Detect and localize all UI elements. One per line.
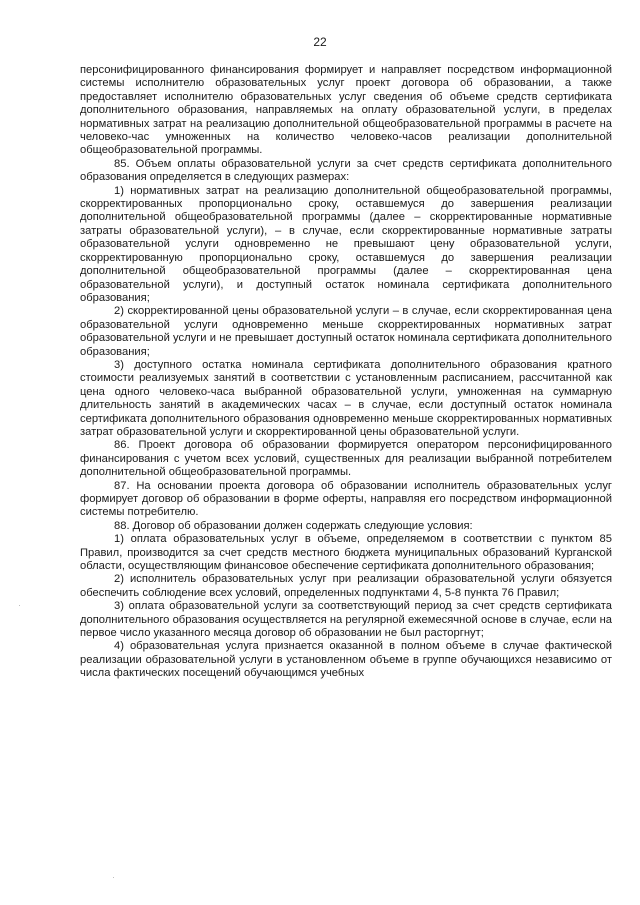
document-body — [80, 64, 612, 681]
paragraph-85: 85. Объем оплаты образовательной услуги за счет средств сертификата дополнительного образования определяется в следующих размерах: — [80, 157, 612, 184]
paragraph-88: 88. Договор об образовании должен содержать следующие условия: — [114, 519, 473, 532]
paragraph-86: 86. Проект договора об образовании формируется оператором персонифицированного финансирования с учетом всех условий, существенных для реализации выбранной потребителем дополнительной общеобразовательной программы. — [80, 439, 612, 479]
paragraph-85-item-3: 3) доступного остатка номинала сертификата дополнительного образования кратного стоимости реализуемых занятий в соответствии с установленным расписанием, рассчитанной как цена одного человеко-часа выбранной образовательной услуги, умноженная на суммарную длительность занятий в академических часах – в случае, если доступный остаток номинала сертификата дополнительного образования одновременно меньше скорректированных нормативных затрат образовательной услуги и скорректированной цены образовательной услуги. — [80, 358, 612, 438]
scan-margin-mark-top: · — [18, 600, 21, 610]
paragraph-87: 87. На основании проекта договора об образовании исполнитель образовательных услуг формирует договор об образовании в форме оферты, направляя его посредством информационной системы потребителю. — [80, 479, 612, 519]
paragraph-88-item-2: 2) исполнитель образовательных услуг при реализации образовательной услуги обязуется обеспечить соблюдение всех условий, определенных подпунктами 4, 5-8 пункта 76 Правил; — [80, 573, 612, 599]
paragraph-continuation: персонифицированного финансирования формирует и направляет посредством информационной системы исполнителю образовательных услуг проект договора об образовании, а также предоставляет исполнителю образовательных услуг сведения об объеме средств сертификата дополнительного образования, направляемых на оплату образовательной услуги, в пределах нормативных затрат на реализацию дополнительной общеобразовательной программы в расчете на человеко-час умноженных на количество человеко-часов реализации дополнительной общеобразовательной программы. — [80, 64, 612, 157]
paragraph-85-item-1: 1) нормативных затрат на реализацию дополнительной общеобразовательной программы, скорректированных пропорционально сроку, оставшемуся до завершения реализации дополнительной общеобразовательной программы (далее – скорректированные нормативные затраты образовательной услуги), – в случае, если скорректированные нормативные затраты образовательной услуги одновременно не превышают цену образовательной услуги, скорректированную пропорционально сроку, оставшемуся до завершения реализации дополнительной общеобразовательной программы (далее – скорректированная цена образовательной услуги), и доступный остаток номинала сертификата дополнительного образования; — [80, 184, 612, 304]
scan-margin-mark-bottom: · — [112, 872, 115, 882]
paragraph-88-item-1: 1) оплата образовательных услуг в объеме, определяемом в соответствии с пунктом 85 Правил, производится за счет средств местного бюджета муниципальных образований Курганской области, осуществляющим финансовое обеспечение сертификата дополнительного образования; — [80, 533, 612, 573]
page-number: 22 — [313, 35, 327, 49]
paragraph-88-item-4: 4) образовательная услуга признается оказанной в полном объеме в случае фактической реализации образовательной услуги в установленном объеме в группе обучающихся независимо от числа фактических посещений обучающимся учебных — [80, 640, 612, 680]
paragraph-88-item-3: 3) оплата образовательной услуги за соответствующий период за счет средств сертификата дополнительного образования осуществляется на регулярной ежемесячной основе в случае, если на первое число указанного месяца договор об образовании не был расторгнут; — [80, 600, 612, 640]
paragraph-85-item-2: 2) скорректированной цены образовательной услуги – в случае, если скорректированная цена образовательной услуги одновременно меньше скорректированных нормативных затрат образовательной услуги и не превышает доступный остаток номинала сертификата дополнительного образования; — [80, 305, 612, 358]
